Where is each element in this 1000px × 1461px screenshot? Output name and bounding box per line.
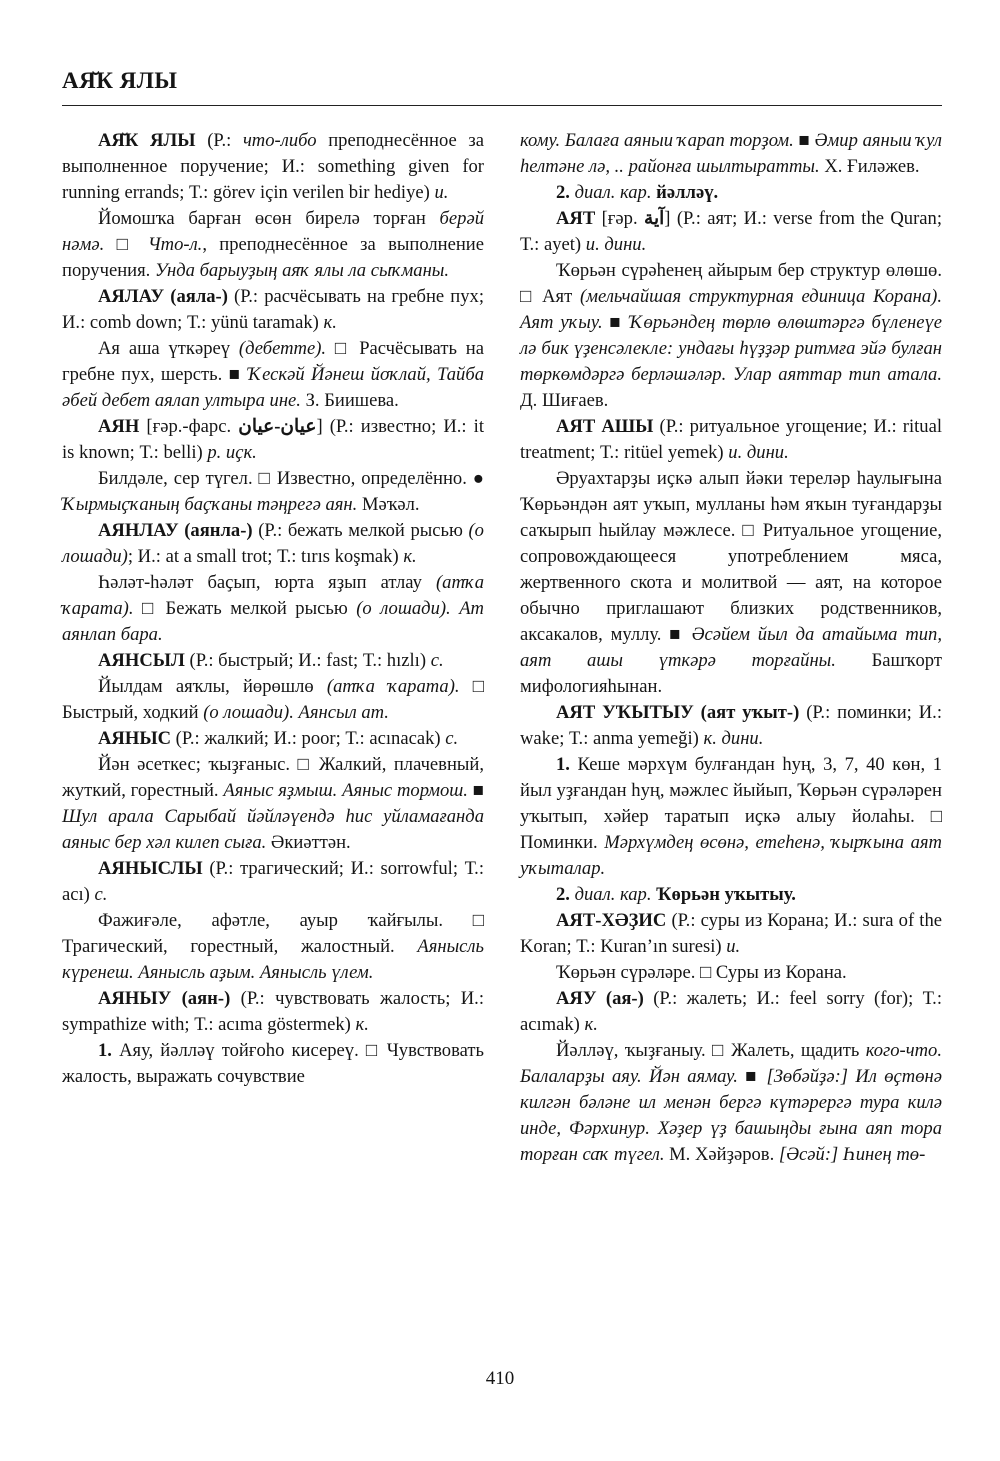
definition-paragraph: Билдәле, сер түгел. □ Известно, определённо. ● Ҡырмыҫҡаның баҫҡаны тәңрегә аян. Мәҡәл. [62, 468, 484, 515]
sense-1: 1. Кеше мәрхүм булғандан һуң, 3, 7, 40 көн, 1 йыл уҙғандан һуң, мәжлес йыйып, Ҡөрьән сүрәләрен уҡытып, хәйер таратып иҫкә алыу йолаһы. □ Поминки. Мәрхүмдең өсөнә, етеһенә, ҡырҡына аят уҡыталар. [520, 754, 942, 879]
entry-ayau: АЯУ (ая-) (Р.: жалеть; И.: feel sorry (for); Т.: acımak) к. [520, 988, 942, 1035]
entry-ayak-yaly: АЯ̆К ЯЛЫ (Р.: что-либо преподнесённое за выполненное поручение; И.: something given for running errands; Т.: görev için verilen bir hediye) и. [62, 130, 485, 203]
page-number: 410 [485, 1368, 515, 1389]
definition-paragraph: 1. Аяу, йәлләү тойғоһо кисереү. □ Чувствовать жалость, выражать сочувствие [62, 1040, 484, 1087]
entry-ayalau: АЯЛАУ (аяла-) (Р.: расчёсывать на гребне пух; И.: comb down; Т.: yünü taramak) к. [62, 286, 484, 333]
right-column [520, 128, 942, 1168]
continued-paragraph: кому. Балаға аяныи ҡарап торҙом. ■ Әмир аяныи ҡул һелтәне лә, .. районға шылтыратты. Х. Ғиләжев. [520, 130, 942, 177]
entry-ayat-ashy: АЯТ АШЫ (Р.: ритуальное угощение; И.: ritual treatment; Т.: ritüel yemek) и. дини. [520, 416, 942, 463]
entry-ayansyl: АЯНСЫЛ (Р.: быстрый; И.: fast; Т.: hızlı) с. [98, 650, 444, 671]
definition-paragraph: Ҡөрьән сүрәләре. □ Суры из Корана. [556, 962, 847, 983]
definition-paragraph: Йылдам аяҡлы, йөрөшлө (атҡа ҡарата). □ Быстрый, ходкий (о лошади). Аянсыл ат. [62, 676, 484, 723]
definition-paragraph: Йомошҡа барған өсөн бирелә торған берәй нәмә. □ Что-л., преподнесённое за выполнение поручения. Унда барыуҙың аяҡ ялы ла сыҡманы. [62, 208, 485, 281]
entry-ayat: АЯТ [ғәр. آية] (Р.: аят; И.: verse from the Quran; Т.: ayet) и. дини. [520, 208, 942, 255]
definition-paragraph: Ая аша үткәреү (дебетте). □ Расчёсывать на гребне пух, шерсть. ■ Ҡескәй Йәнеш йоҡлай, Тайба әбей дебет аялап ултыра ине. З. Биишева. [62, 338, 484, 411]
definition-paragraph: Әруахтарҙы иҫкә алып йәки тереләр һаулығына Ҡөрьәндән аят уҡып, мулланы һәм яҡын туғандарҙы саҡырып һыйлау мәжлесе. □ Ритуальное угощение, сопровождающееся употреблением мяса, жертвенного скота и молитвой — аят, на которое обычно приглашают близких родственников, аксакалов, муллу. ■ Әсәйем йыл да атайыма тип, аят ашы үткәрә торғайны. Башҡорт мифологияһынан. [520, 468, 942, 697]
entry-ayanys: АЯНЫС (Р.: жалкий; И.: poor; Т.: acınacak) с. [98, 728, 459, 749]
definition-paragraph: Ҡөрьән сүрәһенең айырым бер структур өлөшө. □ Аят (мельчайшая структурная единица Корана). Аят уҡыу. ■ Ҡөрьәндең төрлө өлөштәргә бүленеүе лә бик үҙенсәлекле: ундағы һүҙҙәр ритмға эйә булған төркөмдәргә берләшәләр. Улар аяттар тип атала. Д. Шиғаев. [520, 260, 942, 411]
definition-paragraph: Йән әсеткес; ҡыҙғаныс. □ Жалкий, плачевный, жуткий, горестный. Аяныс яҙмыш. Аяныс тормош. ■ Шул арала Сарыбай йәйләүендә һис уйламағанда аяныс бер хәл килеп сыға. Әкиәттән. [62, 754, 484, 853]
sense-2: 2. диал. кар. йәлләү. [556, 182, 719, 203]
entry-ayat-hedis: АЯТ-ХӘҘИС (Р.: суры из Корана; И.: sura of the Koran; Т.: Kuran’ın suresi) и. [520, 910, 942, 957]
sense-2: 2. диал. кар. Ҡөрьән уҡытыу. [556, 884, 796, 905]
entry-ayat-ukytyu: АЯТ УҠЫТЫУ (аят уҡыт-) (Р.: поминки; И.: wake; Т.: anma yemeği) к. дини. [520, 702, 942, 749]
entry-ayanysly: АЯНЫСЛЫ (Р.: трагический; И.: sorrowful; Т.: acı) с. [62, 858, 484, 905]
entry-ayan: АЯН [ғәр.-фарс. عيان-عيان] (Р.: известно; И.: it is known; Т.: belli) р. иҫк. [62, 416, 484, 463]
running-title: АЯ̆К ЯЛЫ [62, 68, 178, 93]
definition-paragraph: Һәләт-һәләт баҫып, юрта яҙып атлау (атҡа ҡарата). □ Бежать мелкой рысью (о лошади). Ат аянлап бара. [62, 572, 484, 645]
entry-ayanyu: АЯНЫУ (аян-) (Р.: чувствовать жалость; И.: sympathize with; Т.: acıma göstermek) к. [62, 988, 484, 1035]
entry-ayanlau: АЯНЛАУ (аянла-) (Р.: бежать мелкой рысью (о лошади); И.: at a small trot; Т.: tırıs koşmak) к. [62, 520, 484, 567]
header-rule [62, 105, 942, 106]
left-column [62, 128, 484, 1090]
definition-paragraph: Фажиғәле, афәтле, ауыр ҡайғылы. □ Трагический, горестный, жалостный. Аянысль күренеш. Аянысль аҙым. Аянысль үлем. [62, 910, 484, 983]
definition-paragraph: Йәлләү, ҡыҙғаныу. □ Жалеть, щадить кого-что. Балаларҙы аяу. Йән аямау. ■ [Зөбәйҙә:] Ил өҫтөнә килгән бәләне ил менән бергә күтәрергә тура килә инде, Фәрхинур. Хәҙер үҙ башыңды ғына аяп тора торған саҡ түгел. М. Хәйҙәров. [Әсәй:] Һинең тө- [520, 1040, 943, 1165]
